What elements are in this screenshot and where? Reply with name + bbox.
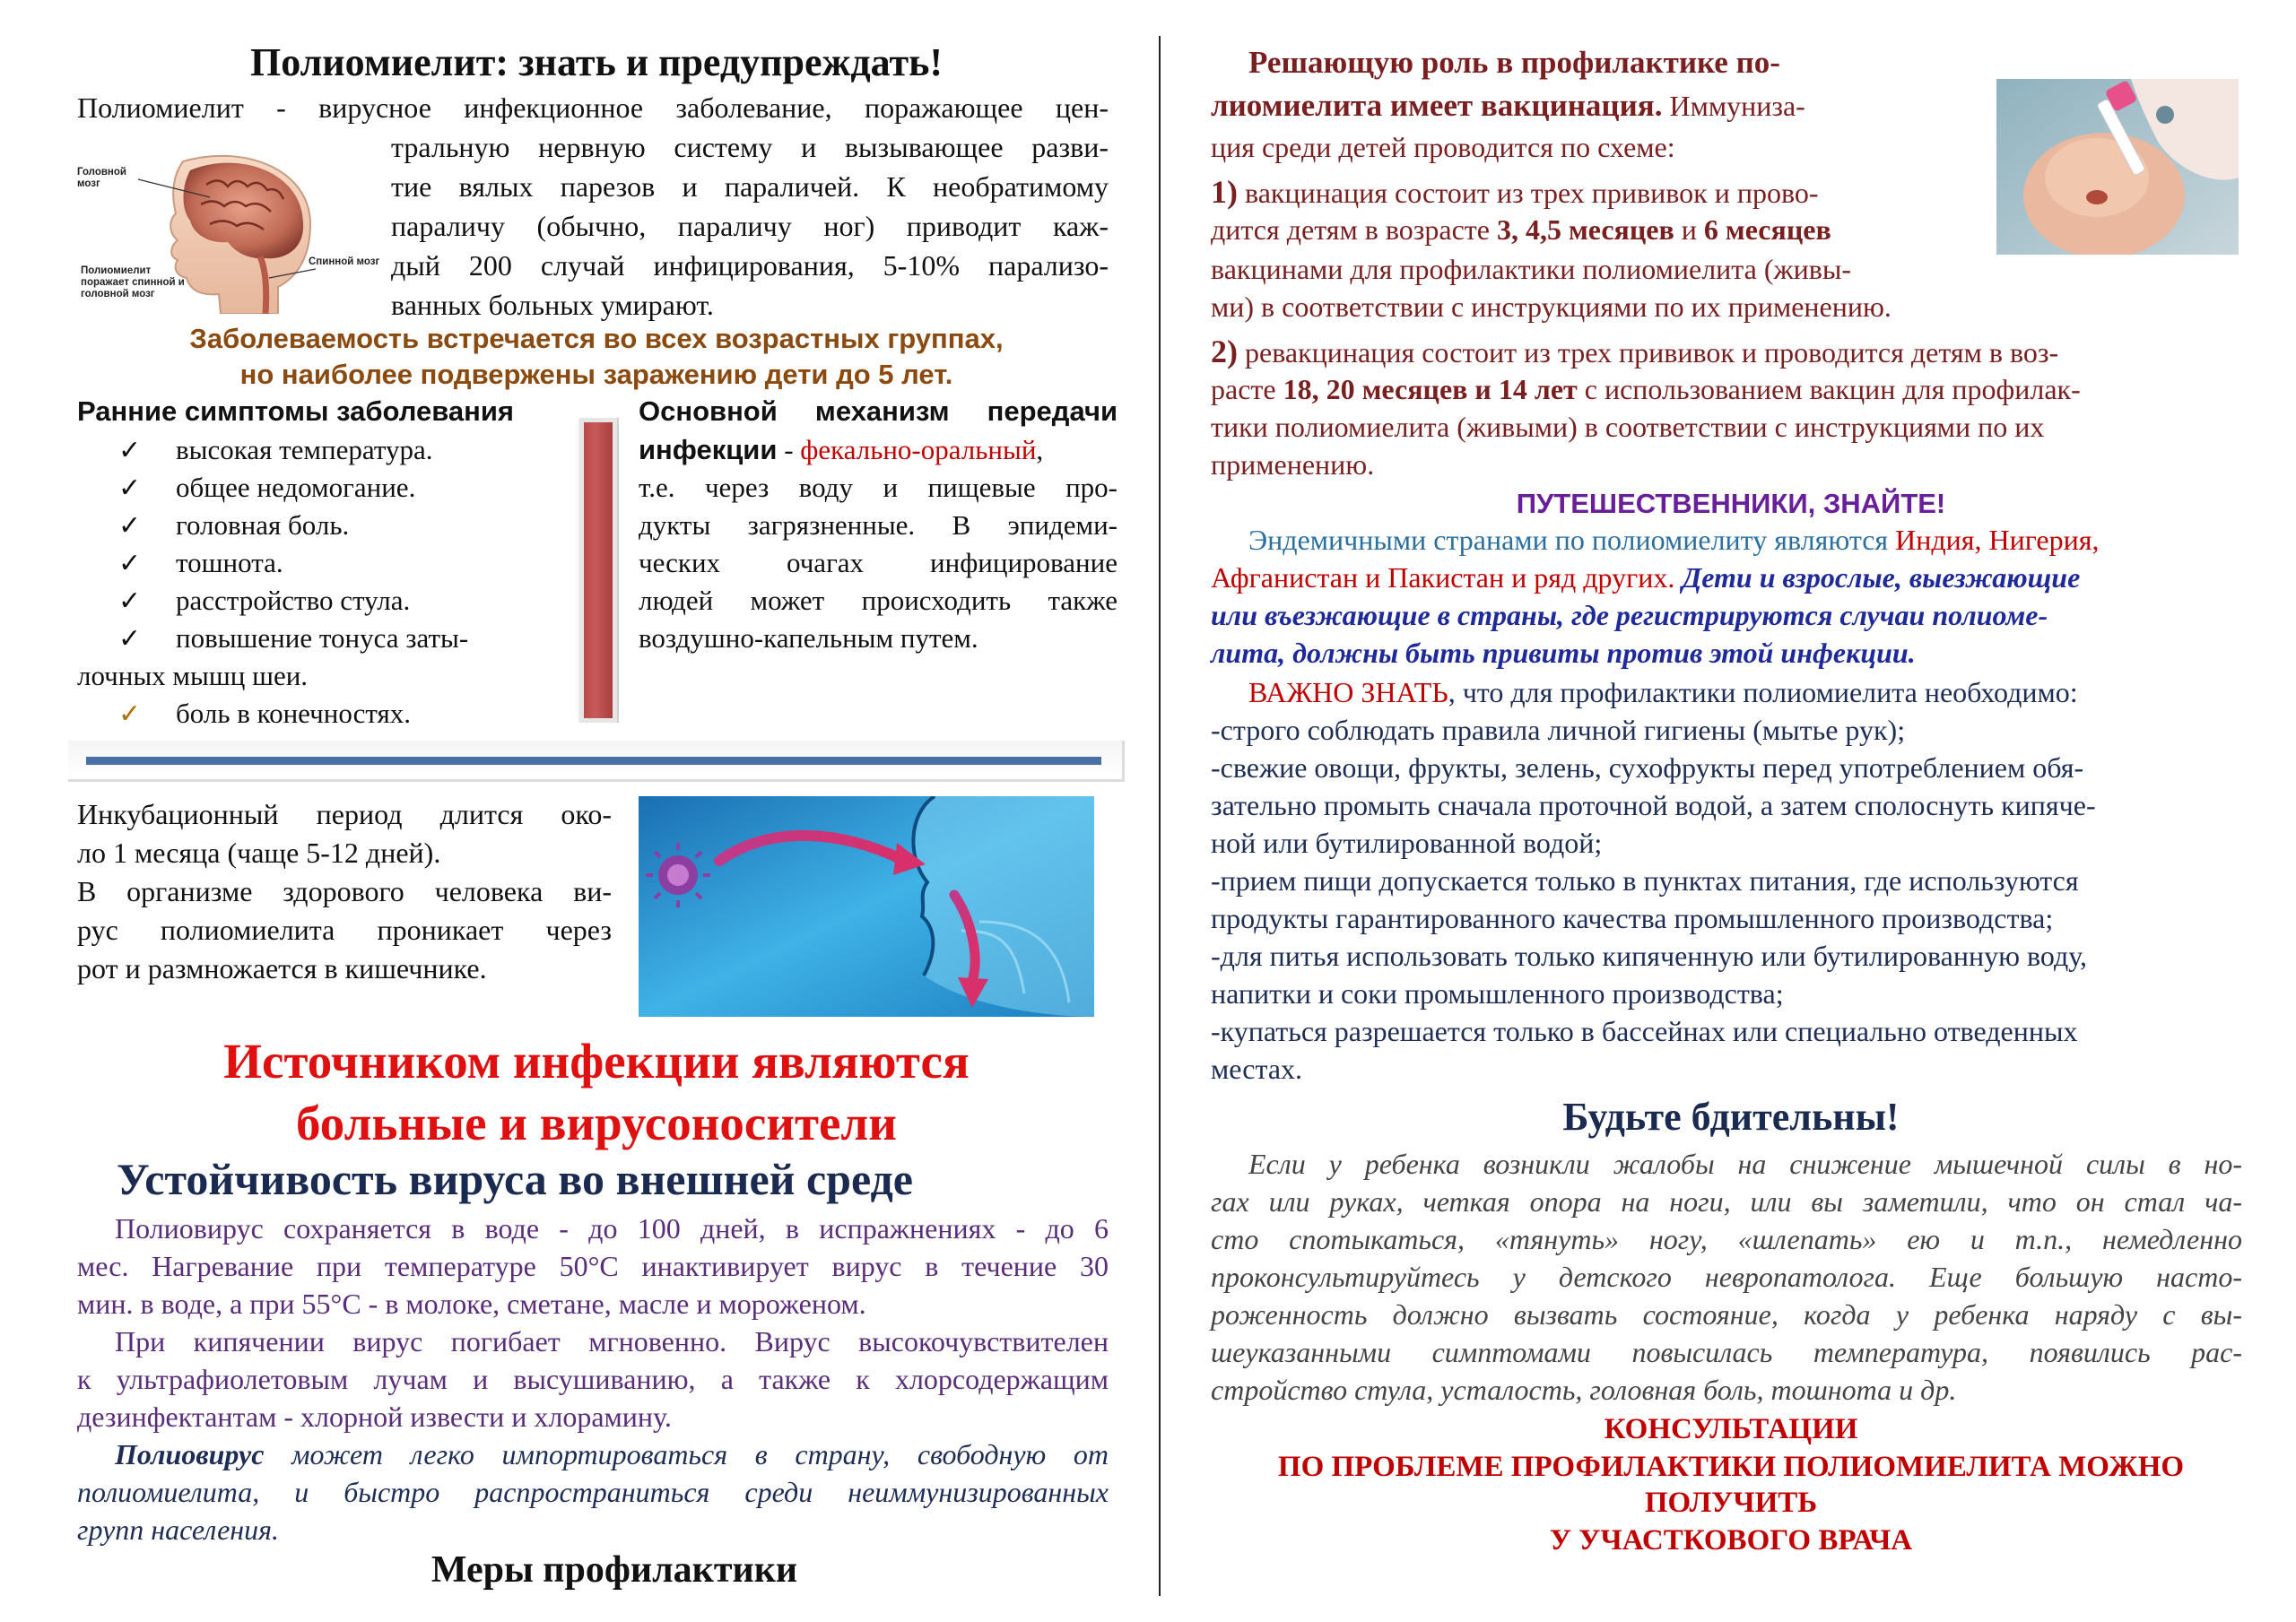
symptom-item: ✓ тошнота. <box>77 549 283 577</box>
symptom-item: ✓ повышение тонуса заты- <box>77 624 468 653</box>
vaccination-step-2: расте 18, 20 месяцев и 14 лет с использованием вакцин для профилак- <box>1211 373 2081 405</box>
incubation-line: рус полиомиелита проникает через <box>77 914 612 946</box>
vigilance-line: сто спотыкаться, «тянуть» ногу, «шлепать» ею и т.п., немедленно <box>1211 1223 2242 1255</box>
mechanism-line: воздушно-капельным путем. <box>639 622 978 654</box>
important-line: ВАЖНО ЗНАТЬ, что для профилактики полиомиелита необходимо: <box>1248 676 2078 708</box>
intro-line: тие вялых парезов и параличей. К необратимому <box>391 170 1109 203</box>
symptom-continuation: лочных мышц шеи. <box>77 660 309 691</box>
incubation-line: ло 1 месяца (чаще 5-12 дней). <box>77 837 441 869</box>
import-line: Полиовирус может легко импортироваться в страну, свободную от <box>115 1438 1109 1470</box>
virus-entry-icon <box>639 796 1094 1017</box>
vaccination-lead: Решающую роль в профилактике по- <box>1248 45 1780 80</box>
symptom-item: ✓ головная боль. <box>77 511 349 540</box>
rule-line: местах. <box>1211 1053 1303 1085</box>
incubation-line: рот и размножается в кишечнике. <box>77 952 487 984</box>
resistance-line: Полиовирус сохраняется в воде - до 100 дней, в испражнениях - до 6 <box>115 1212 1109 1245</box>
check-icon: ✓ <box>118 623 142 655</box>
vaccination-step-2: тики полиомиелита (живыми) в соответствии с инструкциями по их <box>1211 411 2045 443</box>
endemic-line: Афганистан и Пакистан и ряд других. Дети и взрослые, выезжающие <box>1211 561 2081 594</box>
vigilance-line: шеуказанными симптомами повысилась температура, появились рас- <box>1211 1336 2242 1368</box>
check-icon: ✓ <box>118 473 142 504</box>
transmission-route: фекально-оральный <box>800 434 1037 465</box>
vaccination-step-2: 2) ревакцинация состоит из трех прививок и проводится детям в воз- <box>1211 334 2059 369</box>
rule-line: -прием пищи допускается только в пунктах питания, где используются <box>1211 864 2079 897</box>
decorative-red-bar <box>579 418 617 723</box>
vaccination-step-1: вакцинами для профилактики полиомиелита (живы- <box>1211 253 1852 285</box>
infection-route-illustration <box>639 796 1094 1017</box>
vigilance-line: гах или руках, четкая опора на ноги, или вы заметили, что он стал ча- <box>1211 1185 2242 1218</box>
vaccination-step-1: 1) вакцинация состоит из трех прививок и прово- <box>1211 174 1819 210</box>
check-icon: ✓ <box>118 548 142 579</box>
endemic-line: Эндемичными странами по полиомиелиту являются Индия, Нигерия, <box>1248 524 2100 556</box>
vigilance-line: роженность должно вызвать состояние, когда у ребенка наряду с вы- <box>1211 1298 2242 1331</box>
check-icon: ✓ <box>118 435 142 466</box>
vaccination-lead: ция среди детей проводится по схеме: <box>1211 131 1675 163</box>
vigilance-line: проконсультируйтесь у детского невропатолога. Еще большую насто- <box>1211 1261 2242 1293</box>
intro-line: ванных больных умирают. <box>391 289 714 321</box>
consultation-line: ПО ПРОБЛЕМЕ ПРОФИЛАКТИКИ ПОЛИОМИЕЛИТА МОЖНО <box>1277 1451 2185 1483</box>
prevention-title: Меры профилактики <box>430 1549 798 1591</box>
infection-source-title: Источником инфекции являются больные и вирусоносители <box>223 1034 970 1150</box>
brain-illustration <box>75 134 389 314</box>
vaccination-step-2: применению. <box>1211 448 1375 481</box>
brain-label-spinal: Спинной мозг <box>309 256 380 267</box>
import-line: групп населения. <box>77 1514 280 1546</box>
resistance-title: Устойчивость вируса во внешней среде <box>117 1154 913 1204</box>
symptom-item: ✓ боль в конечностях. <box>77 699 411 728</box>
incubation-line: Инкубационный период длится око- <box>77 798 612 830</box>
consultation-line: ПОЛУЧИТЬ <box>1644 1487 1818 1519</box>
mechanism-line: людей может происходить также <box>639 585 1118 616</box>
rule-line: зательно промыть сначала проточной водой, а затем сполоснуть кипяче- <box>1211 789 2096 821</box>
symptom-item: ✓ расстройство стула. <box>77 586 410 615</box>
check-icon: ✓ <box>118 510 142 542</box>
rule-line: ной или бутилированной водой; <box>1211 827 1603 859</box>
travelers-title: ПУТЕШЕСТВЕННИКИ, ЗНАЙТЕ! <box>1516 488 1946 519</box>
check-icon: ✓ <box>118 585 142 617</box>
resistance-line: мин. в воде, а при 55°С - в молоке, сметане, масле и мороженом. <box>77 1288 866 1320</box>
travel-warning-line: лита, должны быть привиты против этой инфекции. <box>1211 637 1916 669</box>
consultation-line: КОНСУЛЬТАЦИИ <box>1604 1413 1858 1445</box>
mechanism-line: т.е. через воду и пищевые про- <box>639 472 1118 503</box>
vaccine-dropper-icon <box>1996 79 2239 255</box>
import-line: полиомиелита, и быстро распространиться среди неиммунизированных <box>77 1476 1109 1508</box>
mechanism-line: ческих очагах инфицирование <box>639 547 1118 578</box>
vaccination-step-1: дится детям в возрасте 3, 4,5 месяцев и 6 месяцев <box>1211 213 1831 246</box>
mechanism-line: дукты загрязненные. В эпидеми- <box>639 509 1118 541</box>
intro-line: дый 200 случай инфицирования, 5-10% парализо- <box>391 249 1109 282</box>
vigilance-line: стройство стула, усталость, головная боль, тошнота и др. <box>1211 1374 1957 1406</box>
brain-label-caption: Полиомиелит поражает спинной и головной мозг <box>81 265 185 300</box>
be-vigilant-title: Будьте бдительны! <box>1562 1095 1900 1139</box>
rule-line: напитки и соки промышленного производства; <box>1211 977 1784 1010</box>
check-icon: ✓ <box>118 698 142 730</box>
leaflet-title: Полиомиелит: знать и предупреждать! <box>249 40 944 84</box>
vigilance-line: Если у ребенка возникли жалобы на снижение мышечной силы в но- <box>1248 1148 2242 1180</box>
section-divider <box>86 757 1101 765</box>
column-divider <box>1159 36 1161 1596</box>
vaccination-step-1: ми) в соответствии с инструкциями по их применению. <box>1211 291 1892 323</box>
mechanism-line: инфекции - фекально-оральный, <box>639 434 1044 465</box>
consultation-line: У УЧАСТКОВОГО ВРАЧА <box>1549 1524 1913 1557</box>
oral-vaccine-photo <box>1996 79 2239 255</box>
incidence-line: Заболеваемость встречается во всех возрастных группах, <box>189 323 1004 354</box>
intro-line: параличу (обычно, параличу ног) приводит каж- <box>391 210 1109 242</box>
incubation-line: В организме здорового человека ви- <box>77 875 612 907</box>
rule-line: -свежие овощи, фрукты, зелень, сухофрукты перед употреблением обя- <box>1211 751 2084 784</box>
brain-label-head: Головной мозг <box>77 167 126 190</box>
rule-line: -строго соблюдать правила личной гигиены (мытье рук); <box>1211 714 1906 746</box>
symptom-item: ✓ общее недомогание. <box>77 473 415 502</box>
rule-line: -купаться разрешается только в бассейнах или специально отведенных <box>1211 1015 2078 1047</box>
vaccination-lead: лиомиелита имеет вакцинация. Иммуниза- <box>1211 88 1805 123</box>
symptoms-title: Ранние симптомы заболевания <box>77 395 514 427</box>
resistance-line: мес. Нагревание при температуре 50°С инактивирует вирус в течение 30 <box>77 1250 1109 1282</box>
resistance-line: При кипячении вирус погибает мгновенно. Вирус высокочувствителен <box>115 1325 1109 1357</box>
resistance-line: к ультрафиолетовым лучам и высушиванию, а также к хлорсодержащим <box>77 1363 1109 1395</box>
symptom-item: ✓ высокая температура. <box>77 436 432 464</box>
rule-line: -для питья использовать только кипяченную или бутилированную воду, <box>1211 940 2088 972</box>
rule-line: продукты гарантированного качества промышленного производства; <box>1211 902 2054 934</box>
travel-warning-line: или въезжающие в страны, где регистрируются случаи полиоме- <box>1211 599 2048 631</box>
endemic-countries: Индия, Нигерия, <box>1895 524 2100 556</box>
resistance-line: дезинфектантам - хлорной извести и хлорамину. <box>77 1401 672 1433</box>
mechanism-title: Основной механизм передачи <box>639 395 1118 427</box>
intro-line: Полиомиелит - вирусное инфекционное заболевание, поражающее цен- <box>77 91 1109 124</box>
incidence-line: но наиболее подвержены заражению дети до 5 лет. <box>239 359 953 390</box>
intro-line: тральную нервную систему и вызывающее разви- <box>391 131 1109 163</box>
